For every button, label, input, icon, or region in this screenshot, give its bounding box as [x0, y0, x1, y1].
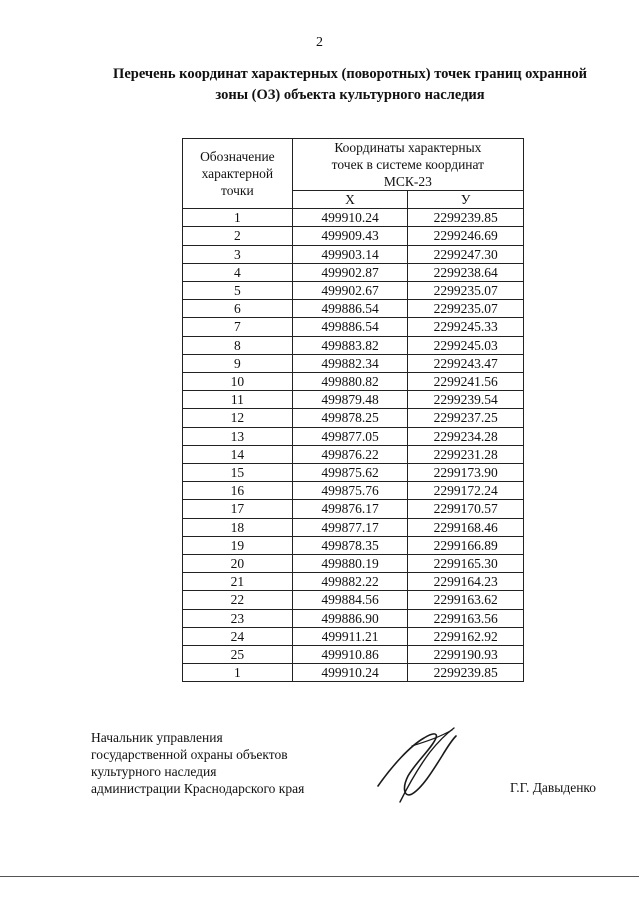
title-line-2: зоны (ОЗ) объекта культурного наследия: [215, 87, 485, 103]
y-cell: 2299190.93: [408, 646, 524, 664]
y-cell: 2299237.25: [408, 409, 524, 427]
x-cell: 499886.90: [292, 609, 408, 627]
bottom-rule: [0, 876, 639, 877]
x-cell: 499876.17: [292, 500, 408, 518]
point-cell: 22: [183, 591, 293, 609]
table-row: [183, 409, 524, 427]
handwritten-signature: [372, 716, 462, 810]
point-cell: 5: [183, 282, 293, 300]
table-row: [183, 373, 524, 391]
x-cell: 499878.25: [292, 409, 408, 427]
point-cell: 13: [183, 427, 293, 445]
x-cell: 499911.21: [292, 627, 408, 645]
table-row: [183, 445, 524, 463]
y-cell: 2299165.30: [408, 555, 524, 573]
point-cell: 3: [183, 245, 293, 263]
y-cell: 2299247.30: [408, 245, 524, 263]
y-cell: 2299231.28: [408, 445, 524, 463]
point-cell: 14: [183, 445, 293, 463]
point-cell: 17: [183, 500, 293, 518]
y-cell: 2299168.46: [408, 518, 524, 536]
y-cell: 2299241.56: [408, 373, 524, 391]
header-point-line-2: характерной: [201, 166, 274, 182]
x-cell: 499880.19: [292, 555, 408, 573]
table-row: [183, 536, 524, 554]
header-point-line-3: точки: [221, 183, 254, 199]
table-row: [183, 391, 524, 409]
table-row: [183, 209, 524, 227]
y-cell: 2299243.47: [408, 354, 524, 372]
table-row: [183, 591, 524, 609]
point-cell: 25: [183, 646, 293, 664]
y-cell: 2299238.64: [408, 263, 524, 281]
signatory-line-2: государственной охраны объектов: [91, 747, 288, 762]
point-cell: 6: [183, 300, 293, 318]
y-cell: 2299245.33: [408, 318, 524, 336]
x-cell: 499910.24: [292, 664, 408, 682]
header-system-line-1: Координаты характерных: [334, 140, 482, 155]
y-cell: 2299173.90: [408, 464, 524, 482]
table-row: [183, 464, 524, 482]
point-cell: 4: [183, 263, 293, 281]
x-cell: 499882.34: [292, 354, 408, 372]
y-cell: 2299239.85: [408, 664, 524, 682]
table-row: [183, 500, 524, 518]
y-cell: 2299166.89: [408, 536, 524, 554]
x-cell: 499886.54: [292, 300, 408, 318]
table-row: [183, 336, 524, 354]
y-cell: 2299163.62: [408, 591, 524, 609]
signatory-name: Г.Г. Давыденко: [510, 780, 597, 795]
point-cell: 10: [183, 373, 293, 391]
point-cell: 18: [183, 518, 293, 536]
x-cell: 499902.67: [292, 282, 408, 300]
point-cell: 7: [183, 318, 293, 336]
signatory-line-3: культурного наследия: [91, 764, 217, 779]
table-row: [183, 609, 524, 627]
point-cell: 1: [183, 209, 293, 227]
y-cell: 2299245.03: [408, 336, 524, 354]
point-cell: 1: [183, 664, 293, 682]
x-cell: 499875.76: [292, 482, 408, 500]
point-cell: 16: [183, 482, 293, 500]
x-cell: 499875.62: [292, 464, 408, 482]
page-number: 2: [316, 35, 323, 50]
header-y: У: [408, 191, 524, 209]
x-cell: 499880.82: [292, 373, 408, 391]
point-cell: 11: [183, 391, 293, 409]
point-cell: 9: [183, 354, 293, 372]
header-x: X: [292, 191, 408, 209]
table-row: [183, 555, 524, 573]
point-cell: 2: [183, 227, 293, 245]
point-cell: 19: [183, 536, 293, 554]
y-cell: 2299163.56: [408, 609, 524, 627]
y-cell: 2299235.07: [408, 282, 524, 300]
table-row: [183, 245, 524, 263]
header-point-designation: [183, 139, 293, 209]
table-row: [183, 518, 524, 536]
table-row: [183, 646, 524, 664]
signatory-line-4: администрации Краснодарского края: [91, 781, 305, 796]
y-cell: 2299172.24: [408, 482, 524, 500]
x-cell: 499878.35: [292, 536, 408, 554]
x-cell: 499903.14: [292, 245, 408, 263]
table-row: [183, 427, 524, 445]
x-cell: 499910.86: [292, 646, 408, 664]
coordinates-table: [182, 138, 524, 682]
point-cell: 21: [183, 573, 293, 591]
point-cell: 23: [183, 609, 293, 627]
y-cell: 2299235.07: [408, 300, 524, 318]
y-cell: 2299164.23: [408, 573, 524, 591]
table-row: [183, 354, 524, 372]
y-cell: 2299239.54: [408, 391, 524, 409]
point-cell: 12: [183, 409, 293, 427]
header-system-line-3: МСК-23: [383, 174, 432, 189]
table-header-row: [183, 139, 524, 191]
table-row: [183, 318, 524, 336]
point-cell: 15: [183, 464, 293, 482]
x-cell: 499883.82: [292, 336, 408, 354]
x-cell: 499877.17: [292, 518, 408, 536]
x-cell: 499909.43: [292, 227, 408, 245]
table-row: [183, 627, 524, 645]
header-coordinate-system: [292, 139, 523, 191]
signatory-line-1: Начальник управления: [91, 730, 223, 745]
signatory-position: [91, 729, 304, 797]
x-cell: 499876.22: [292, 445, 408, 463]
x-cell: 499910.24: [292, 209, 408, 227]
table-row: [183, 227, 524, 245]
table-row: [183, 482, 524, 500]
y-cell: 2299170.57: [408, 500, 524, 518]
y-cell: 2299246.69: [408, 227, 524, 245]
table-row: [183, 263, 524, 281]
x-cell: 499884.56: [292, 591, 408, 609]
point-cell: 20: [183, 555, 293, 573]
table-row: [183, 300, 524, 318]
coordinates-table-body: [183, 209, 524, 682]
y-cell: 2299162.92: [408, 627, 524, 645]
y-cell: 2299234.28: [408, 427, 524, 445]
x-cell: 499882.22: [292, 573, 408, 591]
document-title: [60, 64, 639, 106]
title-line-1: Перечень координат характерных (поворотных) точек границ охранной: [113, 66, 587, 82]
header-point-line-1: Обозначение: [200, 149, 275, 165]
x-cell: 499886.54: [292, 318, 408, 336]
y-cell: 2299239.85: [408, 209, 524, 227]
header-system-line-2: точек в системе координат: [331, 157, 485, 172]
x-cell: 499879.48: [292, 391, 408, 409]
table-row: [183, 282, 524, 300]
point-cell: 8: [183, 336, 293, 354]
point-cell: 24: [183, 627, 293, 645]
table-row: [183, 664, 524, 682]
table-row: [183, 573, 524, 591]
x-cell: 499877.05: [292, 427, 408, 445]
x-cell: 499902.87: [292, 263, 408, 281]
